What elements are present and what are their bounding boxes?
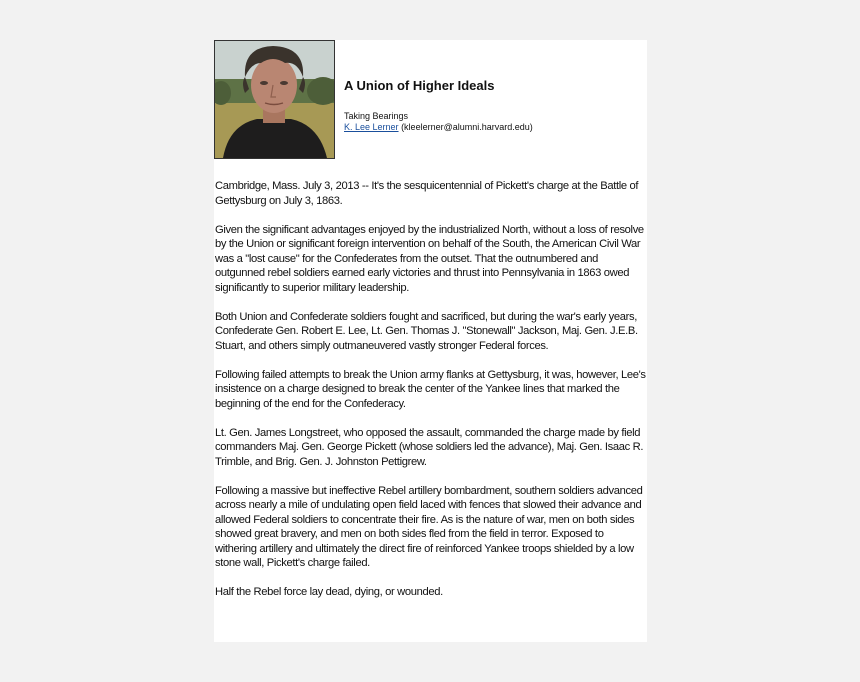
- paragraph: Given the significant advantages enjoyed by the industrialized North, without a loss of resolve by the Union or significant foreign intervention on behalf of the South, the American Civil War was a "lost cause" for the Confederates from the outset. That the outnumbered and outgunned rebel soldiers earned early victories and thrust into Pennsylvania in 1863 owed significantly to superior military leadership.: [215, 223, 644, 294]
- paragraph: Half the Rebel force lay dead, dying, or wounded.: [215, 586, 443, 598]
- author-photo-icon: [215, 41, 334, 158]
- author-link[interactable]: K. Lee Lerner: [344, 122, 399, 132]
- author-photo: [214, 40, 335, 159]
- paragraph: Lt. Gen. James Longstreet, who opposed the assault, commanded the charge made by field commanders Maj. Gen. George Pickett (whose soldiers led the advance), Maj. Gen. Isaac R. Trimble, and Brig. Gen. J. Johnston Pettigrew.: [215, 426, 644, 468]
- column-name: Taking Bearings: [344, 111, 409, 121]
- article-header: [214, 40, 647, 160]
- paragraph: Following a massive but ineffective Rebel artillery bombardment, southern soldiers advanced across nearly a mile of undulating open field laced with fences that slowed their advance and allowed Federal soldiers to concentrate their fire. As is the nature of war, men on both sides showed great bravery, and men on both sides fled from the field in terror. Exposed to withering artillery and ultimately the direct fire of reinforced Yankee troops shielded by a low stone wall, Pickett's charge failed.: [215, 484, 643, 569]
- article-page: [214, 40, 647, 642]
- paragraph: Both Union and Confederate soldiers fought and sacrificed, but during the war's early years, Confederate Gen. Robert E. Lee, Lt. Gen. Thomas J. "Stonewall" Jackson, Maj. Gen. J.E.B. Stuart, and others simply outmaneuvered vastly stronger Federal forces.: [215, 310, 638, 352]
- article-title: A Union of Higher Ideals: [344, 78, 495, 93]
- paragraph: Following failed attempts to break the Union army flanks at Gettysburg, it was, however, Lee's insistence on a charge designed to break the center of the Yankee lines that marked the beginning of the end for the Confederacy.: [215, 368, 646, 410]
- paragraph: Cambridge, Mass. July 3, 2013 -- It's the sesquicentennial of Pickett's charge at the Battle of Gettysburg on July 3, 1863.: [215, 180, 639, 207]
- byline: [344, 122, 533, 132]
- article-body: [215, 179, 647, 614]
- author-email: (kleelerner@alumni.harvard.edu): [401, 122, 533, 132]
